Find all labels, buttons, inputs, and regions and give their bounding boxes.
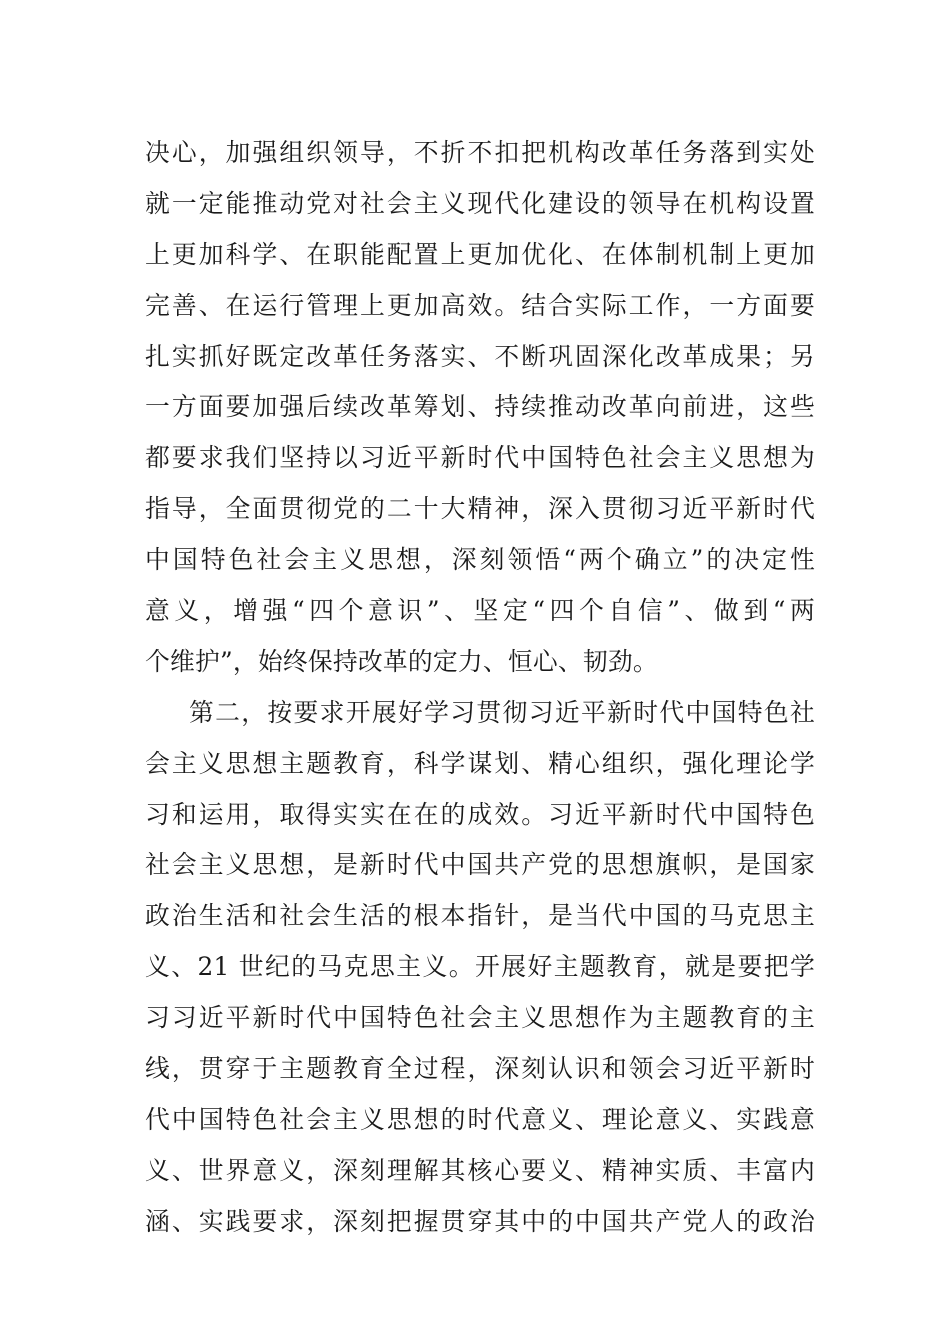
paragraph-1-line-7: 都要求我们坚持以习近平新时代中国特色社会主义思想为 xyxy=(145,443,815,473)
paragraph-1-line-6: 一方面要加强后续改革筹划、持续推动改革向前进，这些 xyxy=(145,392,815,422)
paragraph-1-line-10: 意义，增强“四个意识”、坚定“四个自信”、做到“两 xyxy=(145,596,815,626)
paragraph-2-line-5: 政治生活和社会生活的根本指针，是当代中国的马克思主 xyxy=(145,901,815,931)
paragraph-1-line-9: 中国特色社会主义思想，深刻领悟“两个确立”的决定性 xyxy=(145,545,815,575)
paragraph-2-line-7: 习习近平新时代中国特色社会主义思想作为主题教育的主 xyxy=(145,1003,815,1033)
paragraph-1-line-2: 就一定能推动党对社会主义现代化建设的领导在机构设置 xyxy=(145,188,815,218)
paragraph-2-line-8: 线，贯穿于主题教育全过程，深刻认识和领会习近平新时 xyxy=(145,1054,815,1084)
paragraph-1-line-4: 完善、在运行管理上更加高效。结合实际工作，一方面要 xyxy=(145,290,815,320)
paragraph-2-line-10: 义、世界意义，深刻理解其核心要义、精神实质、丰富内 xyxy=(145,1155,815,1185)
paragraph-2-line-3: 习和运用，取得实实在在的成效。习近平新时代中国特色 xyxy=(145,799,815,829)
paragraph-1-line-11: 个维护”，始终保持改革的定力、恒心、韧劲。 xyxy=(145,646,658,676)
paragraph-1-line-1: 决心，加强组织领导，不折不扣把机构改革任务落到实处 xyxy=(145,138,815,167)
paragraph-2-line-1: 第二，按要求开展好学习贯彻习近平新时代中国特色社 xyxy=(189,697,815,727)
paragraph-2-line-2: 会主义思想主题教育，科学谋划、精心组织，强化理论学 xyxy=(145,748,815,778)
body-text xyxy=(145,128,815,1248)
paragraph-1-line-5: 扎实抓好既定改革任务落实、不断巩固深化改革成果；另 xyxy=(145,341,815,371)
paragraph-1-line-3: 上更加科学、在职能配置上更加优化、在体制机制上更加 xyxy=(145,239,815,269)
paragraph-2-line-4: 社会主义思想，是新时代中国共产党的思想旗帜，是国家 xyxy=(145,850,815,880)
paragraph-2-line-11: 涵、实践要求，深刻把握贯穿其中的中国共产党人的政治 xyxy=(145,1206,815,1236)
paragraph-1-line-8: 指导，全面贯彻党的二十大精神，深入贯彻习近平新时代 xyxy=(145,494,815,524)
paragraph-2-line-9: 代中国特色社会主义思想的时代意义、理论意义、实践意 xyxy=(145,1104,815,1134)
paragraph-2-line-6: 义、21 世纪的马克思主义。开展好主题教育，就是要把学 xyxy=(145,952,815,982)
